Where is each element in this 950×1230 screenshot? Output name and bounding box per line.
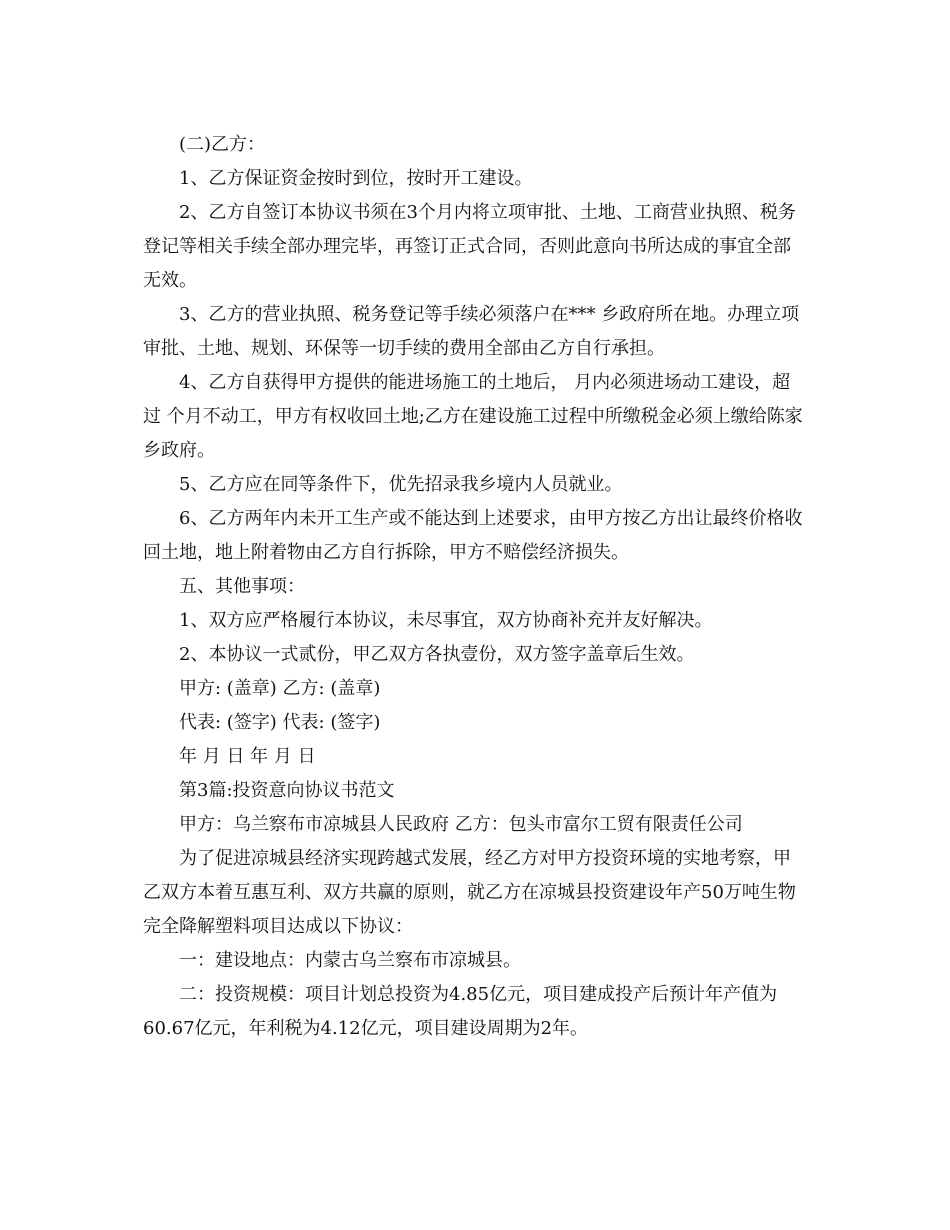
document-body (143, 128, 808, 1046)
paragraph-party-b-item-1: 1、乙方保证资金按时到位，按时开工建设。 (179, 168, 533, 189)
parties-line: 甲方：乌兰察布市凉城县人民政府 乙方：包头市富尔工贸有限责任公司 (179, 814, 743, 835)
paragraph-other-item-1: 1、双方应严格履行本协议，未尽事宜，双方协商补充并友好解决。 (179, 610, 713, 631)
paragraph-other-item-2: 2、本协议一式贰份，甲乙双方各执壹份，双方签字盖章后生效。 (179, 644, 695, 665)
signature-date-line: 年 月 日 年 月 日 (179, 746, 316, 767)
signature-seal-line: 甲方: (盖章) 乙方: (盖章) (179, 678, 381, 699)
paragraph-party-b-item-2: 2、乙方自签订本协议书须在3个月内将立项审批、土地、工商营业执照、税务登记等相关手续全部办理完毕，再签订正式合同，否则此意向书所达成的事宜全部无效。 (143, 202, 796, 291)
paragraph-party-b-heading: (二)乙方： (179, 134, 266, 155)
signature-representative-line: 代表: (签字) 代表: (签字) (179, 712, 381, 733)
paragraph-party-b-item-6: 6、乙方两年内未开工生产或不能达到上述要求，由甲方按乙方出让最终价格收回土地，地上附着物由乙方自行拆除，甲方不赔偿经济损失。 (143, 508, 803, 563)
paragraph-investment-scale: 二：投资规模：项目计划总投资为4.85亿元，项目建成投产后预计年产值为60.67亿元，年利税为4.12亿元，项目建设周期为2年。 (143, 984, 778, 1039)
paragraph-party-b-item-3: 3、乙方的营业执照、税务登记等手续必须落户在*** 乡政府所在地。办理立项审批、土地、规划、环保等一切手续的费用全部由乙方自行承担。 (143, 304, 800, 359)
paragraph-intro: 为了促进凉城县经济实现跨越式发展，经乙方对甲方投资环境的实地考察，甲乙双方本着互惠互利、双方共赢的原则，就乙方在凉城县投资建设年产50万吨生物完全降解塑料项目达成以下协议： (143, 848, 796, 937)
article-title: 第3篇:投资意向协议书范文 (179, 780, 395, 801)
paragraph-party-b-item-5: 5、乙方应在同等条件下，优先招录我乡境内人员就业。 (179, 474, 623, 495)
paragraph-location: 一：建设地点：内蒙古乌兰察布市凉城县。 (179, 950, 521, 971)
section-heading-other-matters: 五、其他事项： (179, 576, 305, 597)
paragraph-party-b-item-4: 4、乙方自获得甲方提供的能进场施工的土地后， 月内必须进场动工建设，超过 个月不动工，甲方有权收回土地;乙方在建设施工过程中所缴税金必须上缴给陈家乡政府。 (143, 372, 803, 461)
